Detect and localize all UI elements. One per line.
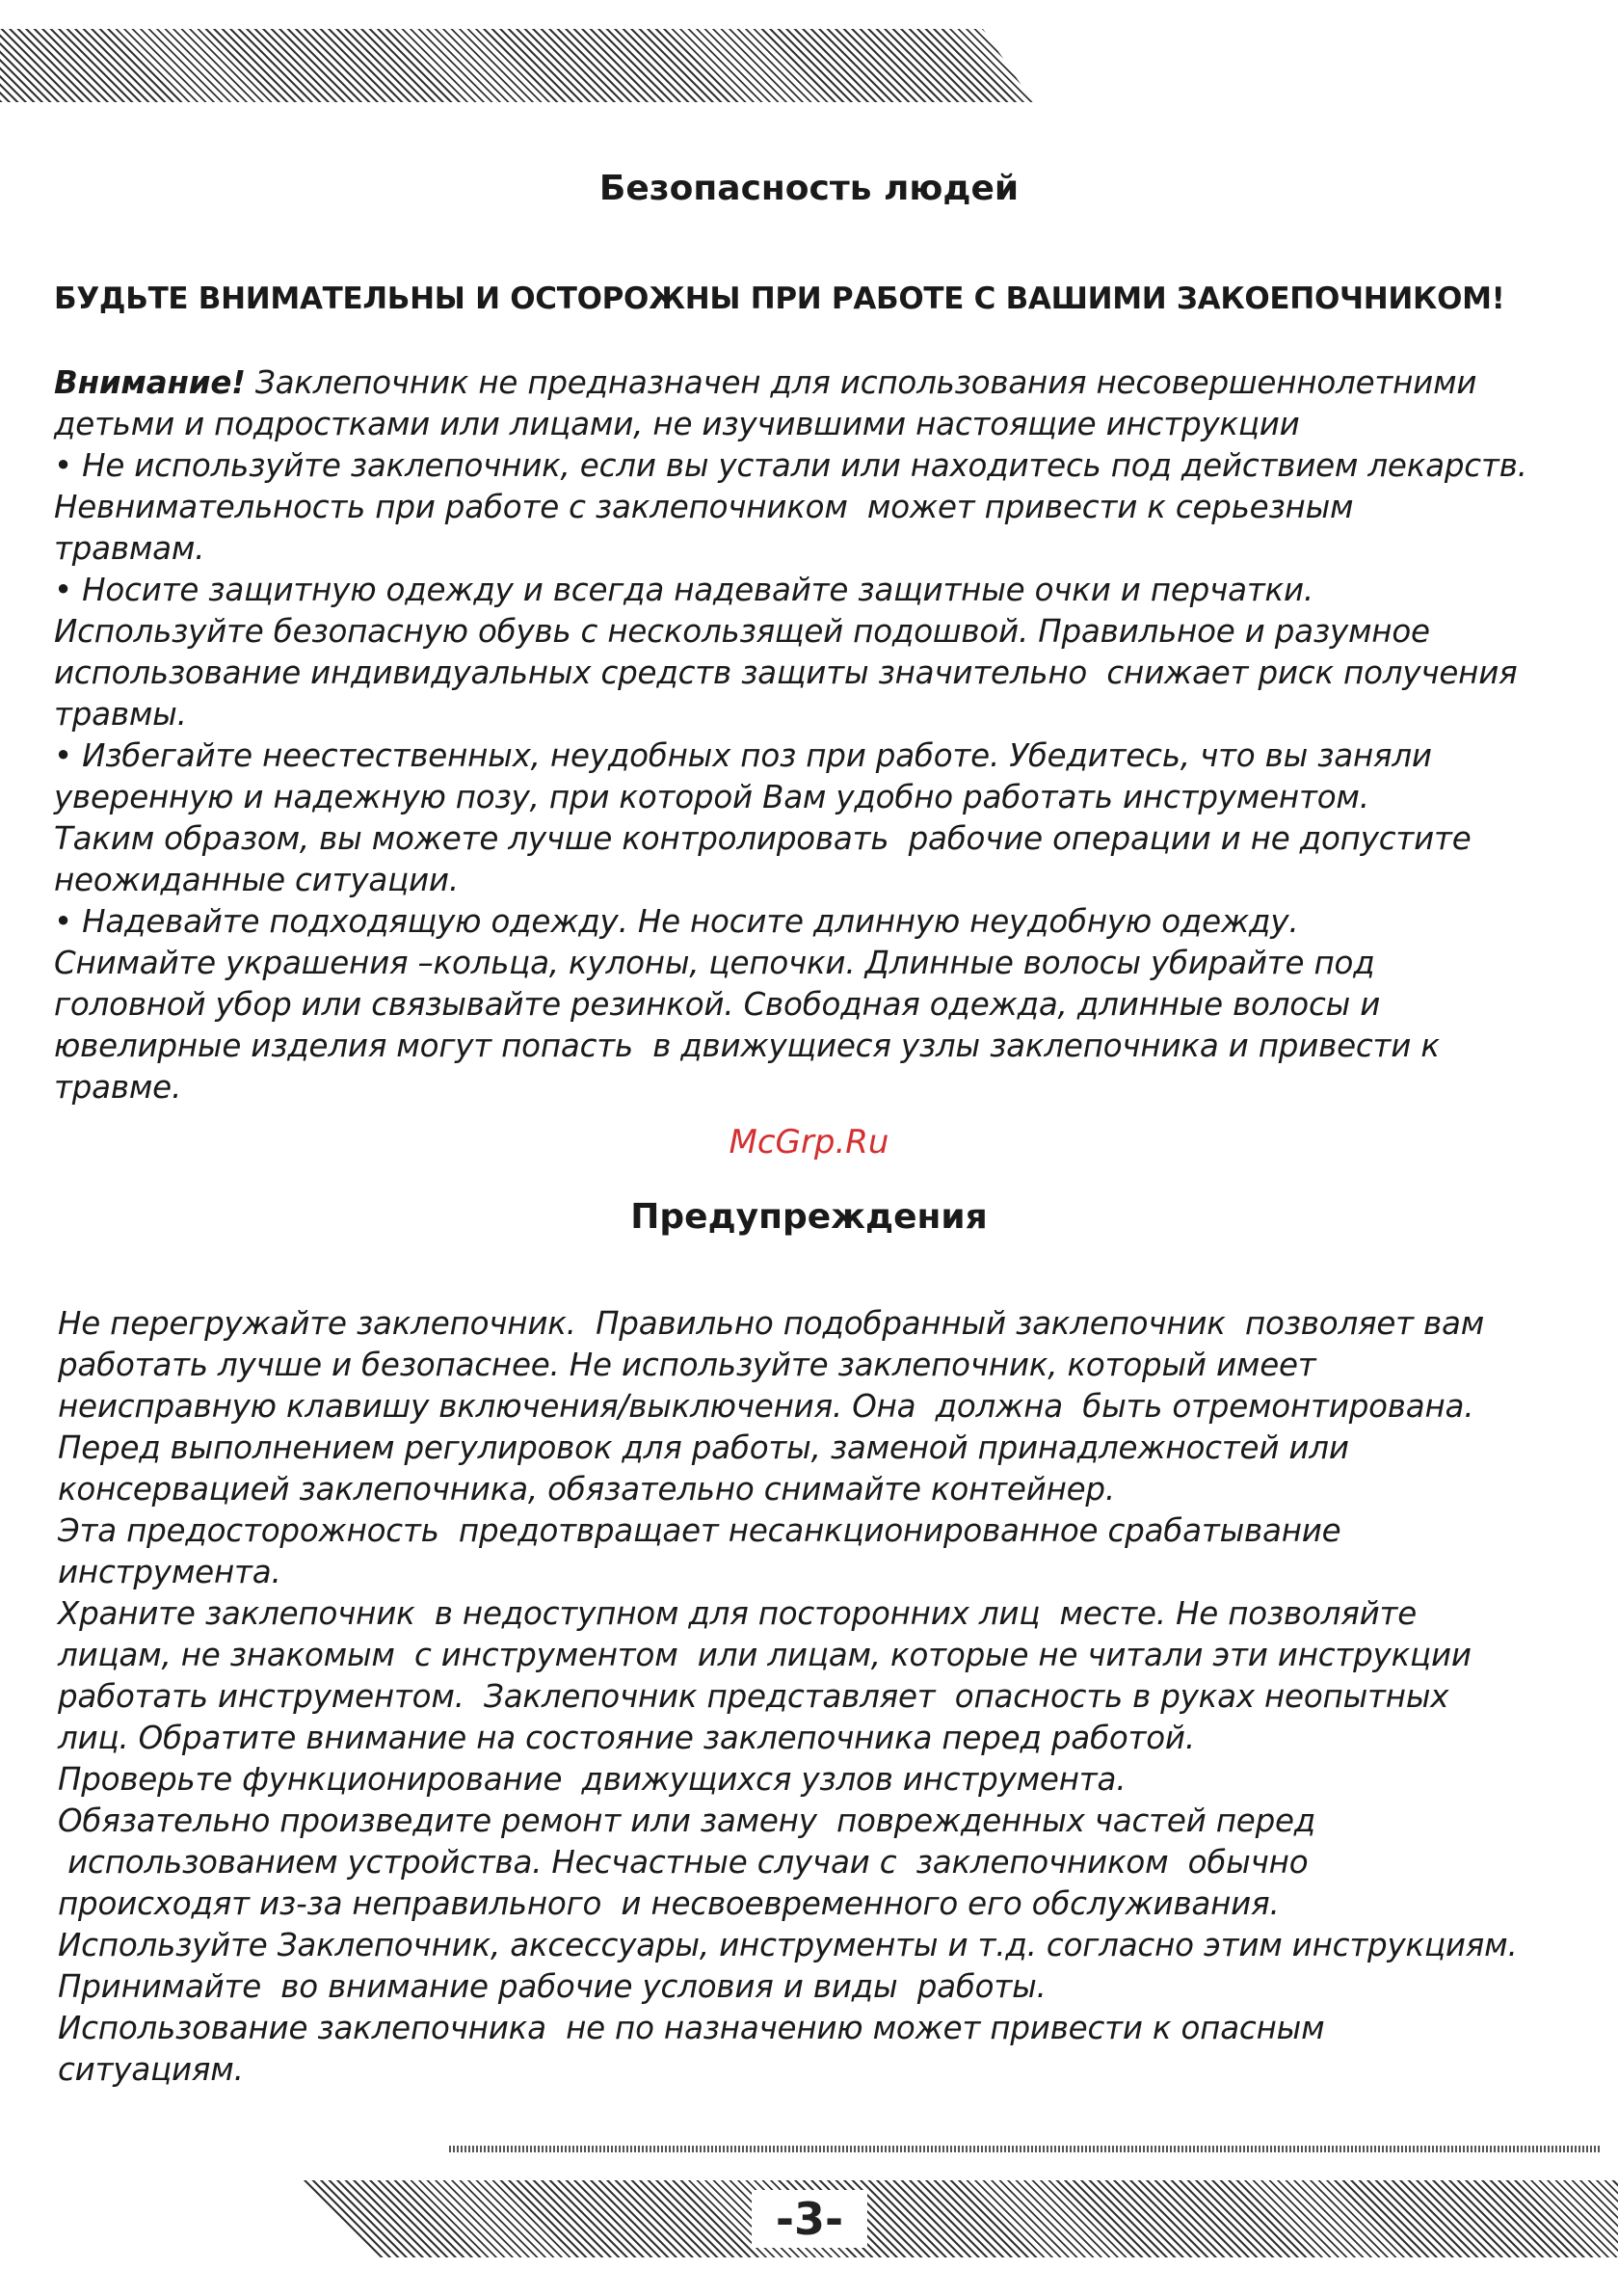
safety-line [54, 362, 1596, 404]
safety-line: • Не используйте заклепочник, если вы устали или находитесь под действием лекарств. [54, 447, 1527, 484]
warning-line: Использование заклепочника не по назначению может привести к опасным [58, 2010, 1325, 2046]
warning-line: работать инструментом. Заклепочник представляет опасность в руках неопытных [58, 1678, 1449, 1715]
safety-line: детьми и подростками или лицами, не изучившими настоящие инструкции [54, 406, 1300, 442]
safety-line: использование индивидуальных средств защиты значительно снижает риск получения [54, 654, 1518, 691]
warning-line: Проверьте функционирование движущихся узлов инструмента. [58, 1761, 1127, 1798]
safety-line: головной убор или связывайте резинкой. Свободная одежда, длинные волосы и [54, 986, 1381, 1023]
warning-line: Перед выполнением регулировок для работы, заменой принадлежностей или [58, 1429, 1349, 1466]
warning-line: Обязательно произведите ремонт или замену поврежденных частей перед [58, 1802, 1316, 1839]
safety-line: • Избегайте неестественных, неудобных поз при работе. Убедитесь, что вы заняли [54, 737, 1432, 774]
warning-line: Используйте Заклепочник, аксессуары, инструменты и т.д. согласно этим инструкциям. [58, 1927, 1518, 1963]
warning-line: Принимайте во внимание рабочие условия и виды работы. [58, 1968, 1047, 2005]
attention-label: Внимание! [54, 364, 246, 401]
watermark-link[interactable]: McGrp.Ru [729, 1123, 889, 1161]
safety-line: Используйте безопасную обувь с нескользящей подошвой. Правильное и разумное [54, 613, 1430, 650]
warning-line: инструмента. [58, 1554, 281, 1590]
warning-line: Не перегружайте заклепочник. Правильно подобранный заклепочник позволяет вам [58, 1305, 1485, 1342]
safety-line: Невнимательность при работе с заклепочником может привести к серьезным [54, 489, 1354, 525]
section-title-warnings: Предупреждения [630, 1197, 988, 1237]
page-number: -3- [752, 2190, 867, 2248]
warning-line: лиц. Обратите внимание на состояние заклепочника перед работой. [58, 1720, 1195, 1756]
safety-text-block [54, 362, 1596, 1108]
safety-line: • Носите защитную одежду и всегда надевайте защитные очки и перчатки. [54, 572, 1314, 608]
safety-line: травмам. [54, 530, 205, 567]
safety-line: уверенную и надежную позу, при которой Вам удобно работать инструментом. [54, 779, 1369, 815]
safety-line: неожиданные ситуации. [54, 862, 459, 898]
safety-line: травмы. [54, 696, 187, 733]
warning-line: происходят из-за неправильного и несвоевременного его обслуживания. [58, 1885, 1280, 1922]
warning-line: неисправную клавишу включения/выключения. Она должна быть отремонтирована. [58, 1388, 1474, 1425]
warning-line: использованием устройства. Несчастные случаи с заклепочником обычно [58, 1844, 1309, 1881]
section-title-safety: Безопасность людей [598, 169, 1020, 208]
safety-line: Снимайте украшения –кольца, кулоны, цепочки. Длинные волосы убирайте под [54, 945, 1375, 981]
header-stripe-decoration [0, 29, 1033, 102]
warning-line: Храните заклепочник в недоступном для посторонних лиц месте. Не позволяйте [58, 1595, 1418, 1632]
safety-line: травме. [54, 1069, 182, 1106]
warning-line: лицам, не знакомым с инструментом или лицам, которые не читали эти инструкции [58, 1637, 1472, 1673]
warnings-text-block [58, 1303, 1600, 2091]
warning-line: работать лучше и безопаснее. Не используйте заклепочник, который имеет [58, 1347, 1316, 1383]
warning-line: консервацией заклепочника, обязательно снимайте контейнер. [58, 1471, 1115, 1508]
warning-line: Эта предосторожность предотвращает несанкционированное срабатывание [58, 1512, 1341, 1549]
warning-line: ситуациям. [58, 2051, 244, 2088]
safety-line: ювелирные изделия могут попасть в движущиеся узлы заклепочника и привести к [54, 1028, 1440, 1064]
footer-dotted-rule [449, 2146, 1601, 2152]
caps-warning-heading: БУДЬТЕ ВНИМАТЕЛЬНЫ И ОСТОРОЖНЫ ПРИ РАБОТЕ С ВАШИМИ ЗАКОЕПОЧНИКОМ! [54, 281, 1505, 316]
footer-stripe-decoration [299, 2180, 1618, 2257]
safety-line: • Надевайте подходящую одежду. Не носите длинную неудобную одежду. [54, 903, 1299, 940]
safety-line-text: Заклепочник не предназначен для использования несовершеннолетними [245, 364, 1477, 401]
safety-line: Таким образом, вы можете лучше контролировать рабочие операции и не допустите [54, 820, 1472, 857]
